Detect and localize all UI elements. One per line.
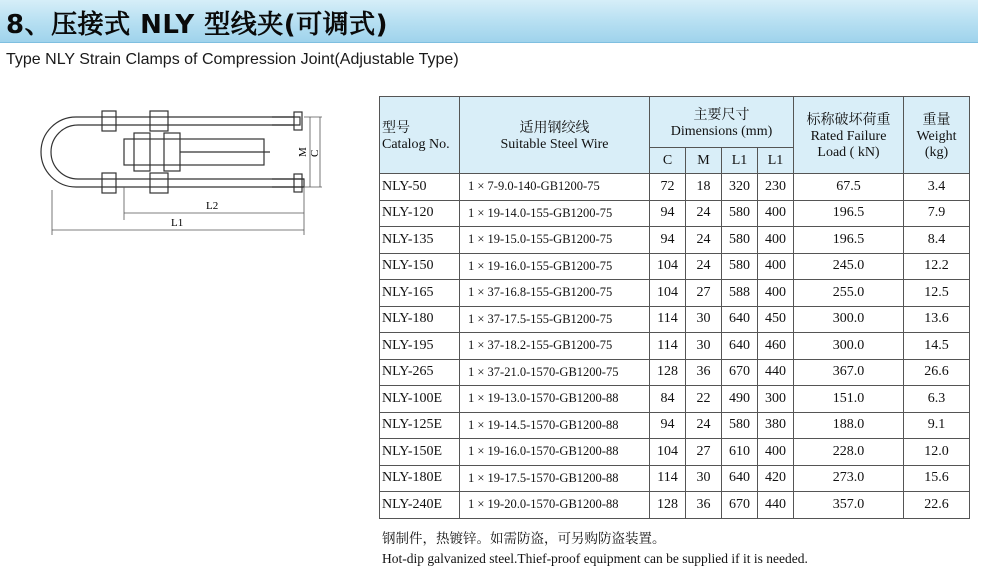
- cell-catalog: NLY-50: [380, 174, 460, 201]
- header-load-unit: Load ( kN): [817, 145, 880, 160]
- table-header: [380, 97, 970, 174]
- cell-weight: 6.3: [904, 386, 970, 413]
- dim-label-l1: L1: [171, 217, 184, 229]
- table-row: [380, 465, 970, 492]
- cell-load: 255.0: [794, 280, 904, 307]
- cell-l1: 640: [722, 465, 758, 492]
- header-catalog-en: Catalog No.: [382, 137, 450, 152]
- cell-weight: 12.0: [904, 439, 970, 466]
- cell-l2: 300: [758, 386, 794, 413]
- cell-weight: 22.6: [904, 492, 970, 519]
- cell-wire: 1 × 37-17.5-155-GB1200-75: [460, 306, 650, 333]
- cell-weight: 15.6: [904, 465, 970, 492]
- header-weight-unit: (kg): [924, 145, 949, 160]
- cell-load: 273.0: [794, 465, 904, 492]
- cell-c: 104: [650, 253, 686, 280]
- cell-load: 196.5: [794, 200, 904, 227]
- cell-l1: 580: [722, 200, 758, 227]
- cell-l1: 580: [722, 412, 758, 439]
- cell-m: 30: [686, 465, 722, 492]
- cell-l1: 580: [722, 253, 758, 280]
- cell-m: 22: [686, 386, 722, 413]
- cell-c: 104: [650, 280, 686, 307]
- cell-load: 188.0: [794, 412, 904, 439]
- table-row: [380, 492, 970, 519]
- cell-l2: 400: [758, 280, 794, 307]
- header-weight: [904, 97, 970, 174]
- table-row: [380, 333, 970, 360]
- cell-c: 114: [650, 333, 686, 360]
- cell-l1: 640: [722, 333, 758, 360]
- cell-weight: 7.9: [904, 200, 970, 227]
- cell-wire: 1 × 37-21.0-1570-GB1200-75: [460, 359, 650, 386]
- table-row: [380, 253, 970, 280]
- cell-l2: 420: [758, 465, 794, 492]
- table-row: [380, 412, 970, 439]
- cell-weight: 13.6: [904, 306, 970, 333]
- cell-c: 84: [650, 386, 686, 413]
- cell-wire: 1 × 7-9.0-140-GB1200-75: [460, 174, 650, 201]
- cell-wire: 1 × 19-16.0-155-GB1200-75: [460, 253, 650, 280]
- cell-m: 24: [686, 227, 722, 254]
- header-wire: [460, 97, 650, 174]
- cell-c: 94: [650, 200, 686, 227]
- cell-l1: 640: [722, 306, 758, 333]
- cell-load: 367.0: [794, 359, 904, 386]
- cell-catalog: NLY-180: [380, 306, 460, 333]
- header-load-en: Rated Failure: [810, 129, 887, 144]
- cell-wire: 1 × 19-17.5-1570-GB1200-88: [460, 465, 650, 492]
- dim-label-c: C: [309, 149, 321, 157]
- cell-catalog: NLY-265: [380, 359, 460, 386]
- clamp-drawing: [24, 95, 354, 245]
- cell-l1: 490: [722, 386, 758, 413]
- cell-l2: 230: [758, 174, 794, 201]
- cell-l1: 670: [722, 359, 758, 386]
- cell-c: 114: [650, 465, 686, 492]
- cell-m: 30: [686, 306, 722, 333]
- header-dims-cn: 主要尺寸: [693, 108, 750, 123]
- table-row: [380, 306, 970, 333]
- cell-l1: 580: [722, 227, 758, 254]
- cell-m: 24: [686, 253, 722, 280]
- cell-c: 94: [650, 412, 686, 439]
- header-catalog-cn: 型号: [382, 121, 410, 136]
- cell-wire: 1 × 19-20.0-1570-GB1200-88: [460, 492, 650, 519]
- cell-l2: 400: [758, 253, 794, 280]
- cell-l2: 440: [758, 492, 794, 519]
- cell-c: 72: [650, 174, 686, 201]
- header-l2: L1: [758, 148, 794, 174]
- cell-l2: 400: [758, 439, 794, 466]
- header-c: C: [650, 148, 686, 174]
- cell-weight: 12.2: [904, 253, 970, 280]
- cell-load: 300.0: [794, 333, 904, 360]
- header-dimensions: [650, 97, 794, 148]
- spec-table: [379, 96, 970, 519]
- header-l1: L1: [722, 148, 758, 174]
- header-m: M: [686, 148, 722, 174]
- cell-wire: 1 × 19-15.0-155-GB1200-75: [460, 227, 650, 254]
- cell-load: 245.0: [794, 253, 904, 280]
- cell-c: 104: [650, 439, 686, 466]
- dim-label-m: M: [297, 147, 309, 157]
- cell-wire: 1 × 19-14.5-1570-GB1200-88: [460, 412, 650, 439]
- cell-catalog: NLY-135: [380, 227, 460, 254]
- cell-m: 24: [686, 200, 722, 227]
- cell-catalog: NLY-150E: [380, 439, 460, 466]
- cell-weight: 12.5: [904, 280, 970, 307]
- page-title: 8、压接式 NLY 型线夹(可调式): [6, 10, 389, 40]
- note-english: Hot-dip galvanized steel.Thief-proof equipment can be supplied if it is needed.: [382, 551, 808, 566]
- header-dims-en: Dimensions (mm): [670, 124, 773, 139]
- cell-m: 24: [686, 412, 722, 439]
- cell-load: 357.0: [794, 492, 904, 519]
- header-weight-cn: 重量: [922, 113, 951, 128]
- cell-l2: 450: [758, 306, 794, 333]
- cell-m: 18: [686, 174, 722, 201]
- table-row: [380, 227, 970, 254]
- cell-m: 36: [686, 492, 722, 519]
- page-subtitle: Type NLY Strain Clamps of Compression Joint(Adjustable Type): [6, 51, 459, 68]
- cell-wire: 1 × 37-16.8-155-GB1200-75: [460, 280, 650, 307]
- cell-weight: 3.4: [904, 174, 970, 201]
- header-load: [794, 97, 904, 174]
- cell-catalog: NLY-100E: [380, 386, 460, 413]
- cell-c: 114: [650, 306, 686, 333]
- table-row: [380, 359, 970, 386]
- cell-l1: 670: [722, 492, 758, 519]
- cell-l2: 380: [758, 412, 794, 439]
- cell-l1: 588: [722, 280, 758, 307]
- dim-label-l2: L2: [206, 200, 219, 212]
- table-row: [380, 386, 970, 413]
- header-catalog: [380, 97, 460, 174]
- cell-catalog: NLY-240E: [380, 492, 460, 519]
- cell-load: 300.0: [794, 306, 904, 333]
- table-row: [380, 200, 970, 227]
- note-chinese: 钢制件，热镀锌。如需防盗，可另购防盗装置。: [382, 531, 666, 547]
- header-wire-cn: 适用钢绞线: [519, 121, 590, 136]
- cell-l2: 460: [758, 333, 794, 360]
- cell-c: 128: [650, 492, 686, 519]
- cell-load: 151.0: [794, 386, 904, 413]
- cell-c: 128: [650, 359, 686, 386]
- cell-wire: 1 × 37-18.2-155-GB1200-75: [460, 333, 650, 360]
- table-body: [380, 174, 970, 519]
- cell-wire: 1 × 19-16.0-1570-GB1200-88: [460, 439, 650, 466]
- title-bar: [0, 0, 978, 43]
- header-weight-en: Weight: [916, 129, 957, 144]
- cell-l1: 320: [722, 174, 758, 201]
- cell-m: 30: [686, 333, 722, 360]
- cell-catalog: NLY-120: [380, 200, 460, 227]
- cell-load: 228.0: [794, 439, 904, 466]
- cell-load: 196.5: [794, 227, 904, 254]
- cell-m: 27: [686, 439, 722, 466]
- cell-l2: 440: [758, 359, 794, 386]
- cell-weight: 14.5: [904, 333, 970, 360]
- header-wire-en: Suitable Steel Wire: [500, 137, 609, 152]
- cell-catalog: NLY-125E: [380, 412, 460, 439]
- cell-m: 27: [686, 280, 722, 307]
- table-row: [380, 439, 970, 466]
- cell-weight: 8.4: [904, 227, 970, 254]
- cell-l2: 400: [758, 200, 794, 227]
- cell-weight: 26.6: [904, 359, 970, 386]
- cell-wire: 1 × 19-13.0-1570-GB1200-88: [460, 386, 650, 413]
- cell-m: 36: [686, 359, 722, 386]
- cell-catalog: NLY-180E: [380, 465, 460, 492]
- cell-l1: 610: [722, 439, 758, 466]
- table-row: [380, 174, 970, 201]
- cell-l2: 400: [758, 227, 794, 254]
- cell-weight: 9.1: [904, 412, 970, 439]
- cell-catalog: NLY-165: [380, 280, 460, 307]
- table-row: [380, 280, 970, 307]
- cell-c: 94: [650, 227, 686, 254]
- header-load-cn: 标称破坏荷重: [806, 113, 891, 128]
- cell-catalog: NLY-150: [380, 253, 460, 280]
- cell-catalog: NLY-195: [380, 333, 460, 360]
- cell-wire: 1 × 19-14.0-155-GB1200-75: [460, 200, 650, 227]
- cell-load: 67.5: [794, 174, 904, 201]
